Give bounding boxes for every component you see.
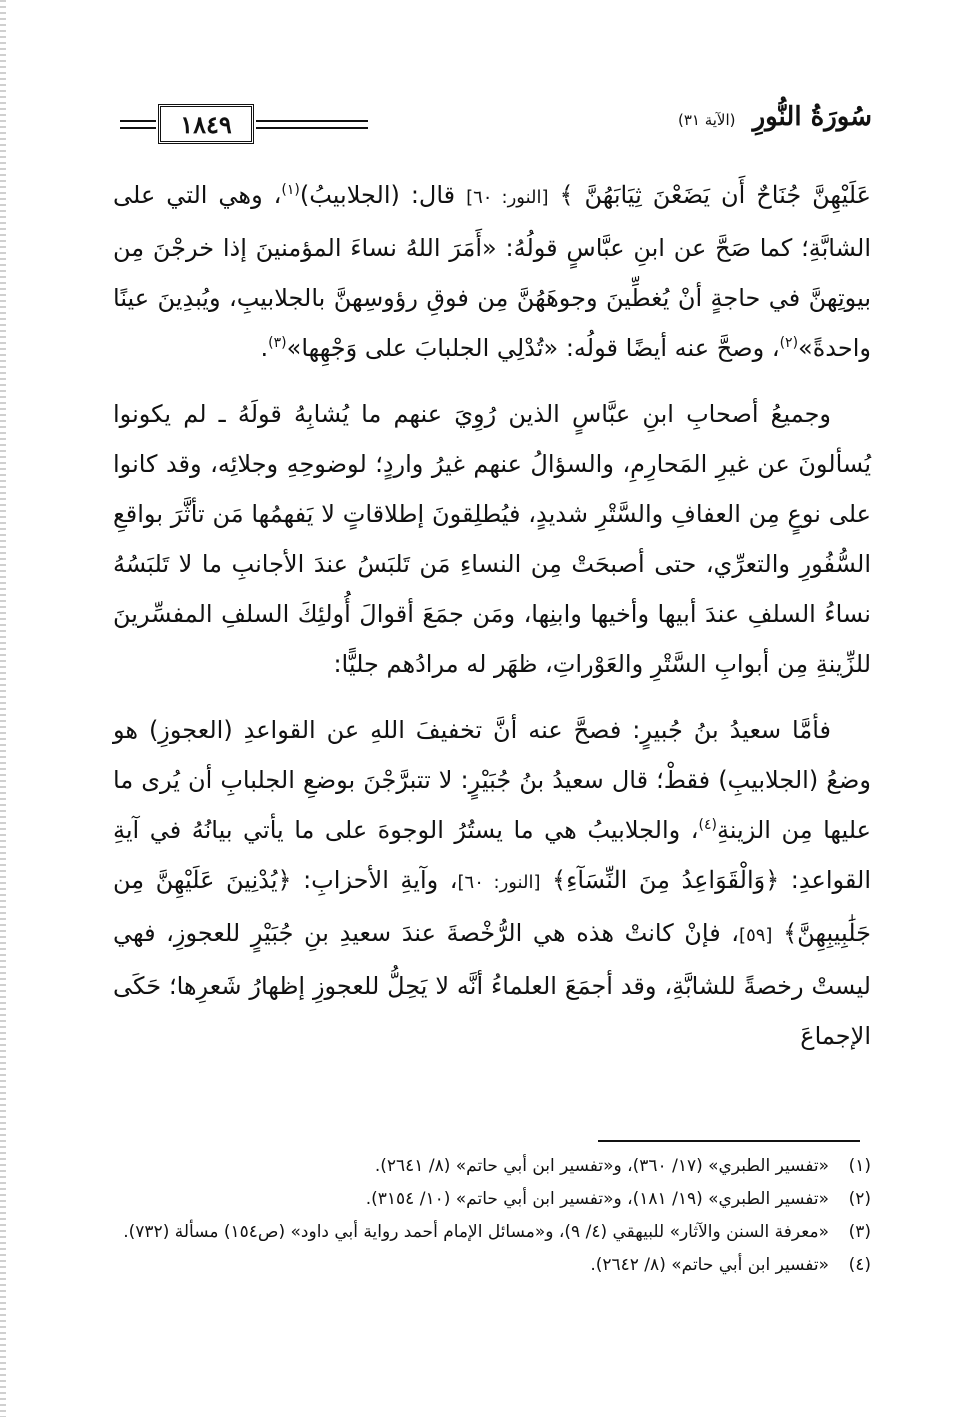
- header-rule: [256, 127, 368, 129]
- paragraph-1: [113, 170, 871, 373]
- footnote: [113, 1150, 871, 1183]
- page-header: [120, 100, 872, 148]
- body-text: وجميعُ أصحابِ ابنِ عبَّاسٍ الذين رُوِيَ عنهم ما يُشابِهُ قولَهُ ـ لم يكونوا يُسألونَ عن غيرِ المَحارِمِ، والسؤالُ عنهم غيرُ واردٍ؛ لوضوحِهِ وجلائِه، وقد كانوا على نوعٍ مِن العفافِ والسَّتْرِ شديدٍ، فيُطلِقونَ إطلاقاتٍ لا يَفهمُها مَن تأثَّرَ بواقعِ السُّفُورِ والتعرِّي، حتى أصبحَتْ مِن النساءِ مَن تَلبَسُ عندَ الأجانبِ ما لا تَلبَسُهُ نساءُ السلفِ عندَ أبيها وأخيها وابنِها، ومَن جمَعَ أقوالَ أُولئِكَ السلفِ المفسِّرينَ للزِّينةِ مِن أبوابِ السَّتْرِ والعَوْراتِ، ظهَر له مرادُهم جليًّا:: [113, 400, 871, 678]
- footnote-marker[interactable]: (٣): [268, 335, 287, 351]
- main-text: [113, 170, 871, 1077]
- body-text: ، وهي التي على الشابَّةِ؛ كما صَحَّ عن ابنِ عبَّاسٍ قولُهُ: «أَمَرَ اللهُ نساءَ المؤمنينَ إذا خرجْنَ مِن بيوتِهنَّ في حاجةٍ أنْ يُغطِّينَ وجوهَهُنَّ مِن فوقِ رؤوسِهنَّ بالجلابيبِ، ويُبدِينَ عينًا واحدةً»: [113, 181, 871, 362]
- header-rule: [256, 120, 368, 122]
- footnote-separator: [598, 1140, 860, 1142]
- header-rule: [120, 127, 156, 129]
- footnote: [113, 1249, 871, 1282]
- quran-quote: ﴿يُدْنِينَ عَلَيْهِنَّ مِن جَلَٰبِيبِهِنَّ﴾: [113, 866, 871, 947]
- footnote: [113, 1183, 871, 1216]
- page-number: ١٨٤٩: [158, 104, 254, 144]
- verse-reference: [٥٩]: [739, 925, 773, 946]
- body-text: ، وآيةِ الأحزابِ:: [291, 866, 458, 894]
- surah-title: [678, 102, 872, 132]
- footnote-text: «تفسير الطبري» (١٧/ ٣٦٠)، و«تفسير ابن أبي حاتم» (٨/ ٢٦٤١).: [374, 1156, 829, 1176]
- body-text: ، وصحَّ عنه أيضًا قولُه: «تُدْلِي الجلبابَ على وَجْهِها»: [286, 334, 780, 362]
- footnote-number: (١): [848, 1156, 871, 1176]
- body-text: ، فإنْ كانتْ هذه هي الرُّخْصةَ عندَ سعيدِ بنِ جُبَيْرٍ للعجوزِ، فهي ليستْ رخصةً للشابَّةِ، وقد أجمَعَ العلماءُ أنَّه لا يَحِلُّ للعجوزِ إظهارُ شَعرِها؛ حَكَى الإجماعَ: [113, 919, 871, 1050]
- paragraph-3: [113, 705, 871, 1061]
- quran-quote: ﴿وَالْقَوَاعِدُ مِنَ النِّسَآءِ﴾: [552, 866, 780, 894]
- footnote-marker[interactable]: (١): [281, 182, 300, 198]
- header-rule: [120, 120, 156, 122]
- verse-reference: [النور: ٦٠]: [466, 187, 549, 208]
- footnote-marker[interactable]: (٢): [779, 335, 799, 351]
- ayah-reference: (الآية ٣١): [677, 111, 736, 129]
- body-text: قال: (الجلابيبُ): [299, 181, 467, 209]
- body-text: فأمَّا سعيدُ بنُ جُبيرٍ: فصحَّ عنه أنَّ تخفيفَ اللهِ عن القواعدِ (العجوزِ) هو وضعُ (الجلابيبِ) فقطْ؛ قال سعيدُ بنُ جُبَيْرٍ: لا تتبرَّجْنَ بوضعِ الجلبابِ أن يُرى ما عليها مِن الزينةِ: [113, 716, 871, 844]
- footnote-number: (٣): [848, 1222, 871, 1242]
- scan-edge: [0, 0, 6, 1417]
- footnotes: [113, 1150, 871, 1282]
- paragraph-2: [113, 389, 871, 689]
- footnote-number: (٢): [848, 1189, 871, 1209]
- footnote-text: «تفسير ابن أبي حاتم» (٨/ ٢٦٤٢).: [590, 1255, 829, 1275]
- footnote-text: «تفسير الطبري» (١٩/ ١٨١)، و«تفسير ابن أبي حاتم» (١٠/ ٣١٥٤).: [365, 1189, 829, 1209]
- footnote: [113, 1216, 871, 1249]
- surah-name: سُورَةُ النُّورِ: [752, 102, 872, 132]
- quran-quote: عَلَيْهِنَّ جُنَاحٌ أَن يَضَعْنَ ثِيَابَهُنَّ ﴾: [559, 181, 871, 209]
- verse-reference: [النور: ٦٠]: [457, 872, 541, 893]
- footnote-text: «معرفة السنن والآثار» للبيهقي (٤/ ٩)، و«مسائل الإمام أحمد رواية أبي داود» (ص١٥٤) مسألة (٧٣٢).: [123, 1222, 829, 1242]
- footnote-number: (٤): [848, 1255, 871, 1275]
- body-text: .: [260, 334, 269, 362]
- body-text: ، والجلابيبُ هي ما يستُرُ الوجوهَ على ما يأتي بيانُهُ في آيةِ القواعدِ:: [113, 816, 872, 894]
- footnote-marker[interactable]: (٤): [698, 817, 717, 833]
